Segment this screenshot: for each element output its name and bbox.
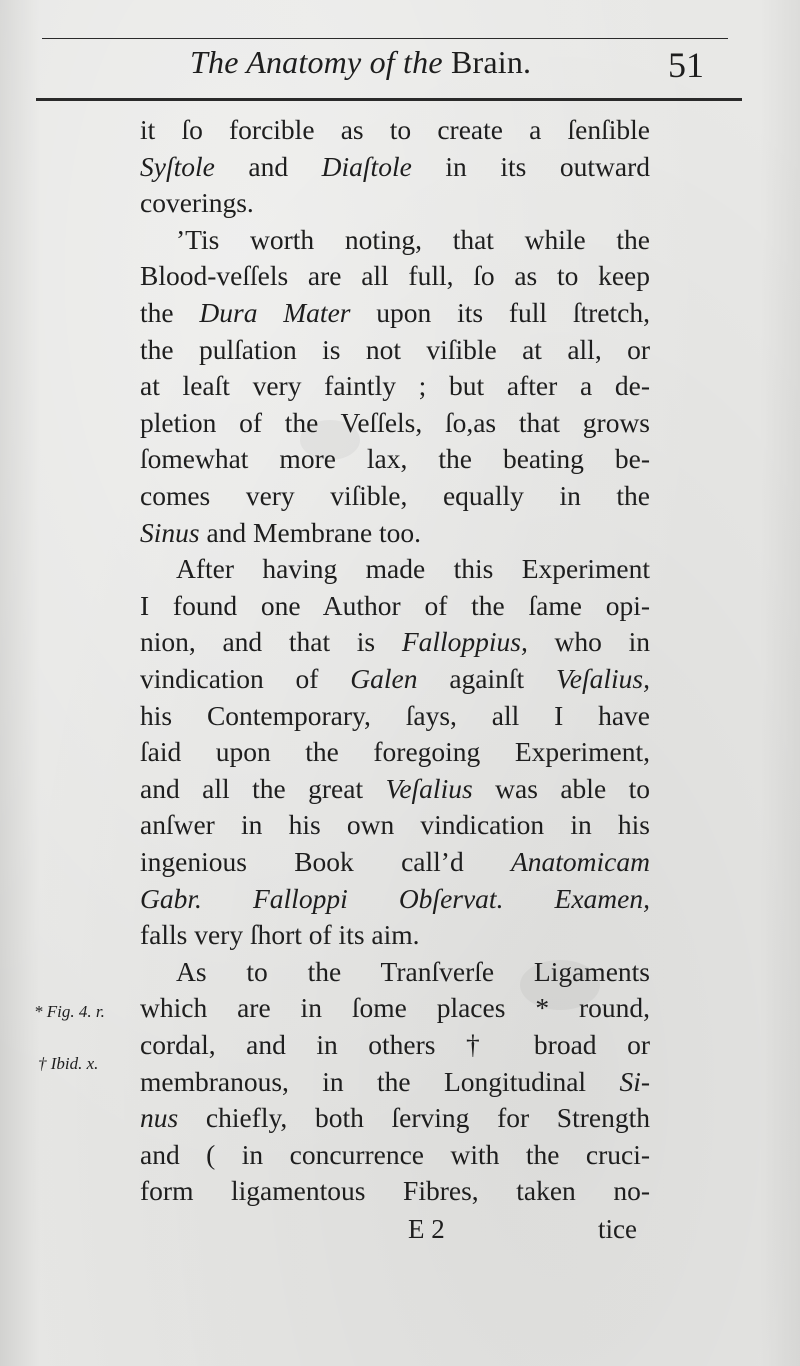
text-segment: which are in ſome places * round, — [140, 992, 650, 1024]
text-line — [140, 844, 650, 880]
text-line — [140, 734, 650, 770]
italic-segment: Falloppius, — [401, 626, 528, 658]
text-line — [140, 1137, 650, 1173]
text-line — [140, 295, 650, 331]
text-line — [140, 185, 650, 221]
text-line — [140, 332, 650, 368]
text-segment: coverings. — [140, 187, 254, 219]
catchword: tice — [598, 1214, 637, 1244]
text-line — [140, 954, 650, 990]
text-segment: upon its full ſtretch, — [350, 297, 650, 328]
italic-segment: Syſtole — [140, 150, 215, 182]
text-line — [140, 441, 650, 477]
text-line — [140, 698, 650, 734]
italic-segment: Dura Mater — [199, 297, 351, 328]
text-segment: form ligamentous Fibres, taken no- — [140, 1175, 650, 1207]
text-line — [140, 807, 650, 843]
text-segment: the — [140, 297, 200, 328]
text-line — [140, 624, 650, 660]
text-segment: I found one Author of the ſame opi- — [140, 589, 650, 621]
text-segment: it ſo forcible as to create a ſenſible — [140, 114, 650, 145]
italic-segment: Anatomicam — [510, 846, 650, 877]
header-rule-top — [42, 38, 728, 39]
running-head — [190, 44, 531, 81]
text-segment: againſt — [417, 663, 557, 694]
margin-note-ibid: † Ibid. x. — [38, 1054, 99, 1073]
text-segment: at leaſt very faintly ; but after a de- — [140, 370, 650, 402]
text-line — [140, 1100, 650, 1136]
text-segment: and ( in concurrence with the cruci- — [140, 1138, 650, 1170]
italic-segment: Galen — [350, 663, 418, 694]
text-line — [140, 222, 650, 258]
text-segment: and — [214, 150, 322, 182]
italic-segment: Veſalius, — [556, 663, 650, 694]
text-segment: membranous, in the Longitudinal — [140, 1065, 620, 1097]
italic-segment: Sinus — [140, 516, 200, 548]
text-segment: in its outward — [411, 150, 650, 182]
text-line — [140, 478, 650, 514]
text-line — [140, 368, 650, 404]
text-segment: As to the Tranſverſe Ligaments — [176, 955, 650, 987]
italic-segment: Veſalius — [385, 772, 473, 804]
text-segment: his Contemporary, ſays, all I have — [140, 699, 650, 731]
text-segment: chiefly, both ſerving for Strength — [178, 1102, 650, 1134]
text-line — [140, 515, 650, 551]
running-head-title-upright: Brain. — [450, 44, 532, 80]
text-line — [140, 405, 650, 441]
text-segment: After having made this Experiment — [176, 553, 650, 585]
text-segment: who in — [527, 626, 650, 658]
text-segment: vindication of — [140, 663, 351, 694]
text-line — [140, 1027, 650, 1063]
text-segment: anſwer in his own vindication in his — [140, 809, 650, 841]
text-segment: pletion of the Veſſels, ſo,as that grows — [140, 406, 650, 438]
page-number: 51 — [668, 45, 704, 85]
header-rule-bottom — [36, 98, 742, 101]
signature-mark: E 2 — [408, 1214, 445, 1244]
italic-segment: Si- — [619, 1065, 650, 1097]
text-segment: ingenious Book call’d — [140, 846, 511, 877]
text-segment: the pulſation is not viſible at all, or — [140, 333, 650, 365]
text-segment: was able to — [472, 772, 650, 804]
running-head-title-italic: The Anatomy of the — [190, 44, 443, 80]
text-line — [140, 149, 650, 185]
text-line — [140, 771, 650, 807]
text-line — [140, 1173, 650, 1209]
text-line — [140, 258, 650, 294]
margin-note-fig: * Fig. 4. r. — [34, 1002, 105, 1021]
text-segment: cordal, and in others † broad or — [140, 1029, 650, 1060]
text-line — [140, 551, 650, 587]
text-segment: ſomewhat more lax, the beating be- — [140, 443, 650, 475]
text-segment: Blood-veſſels are all full, ſo as to keep — [140, 260, 650, 292]
text-segment: and all the great — [140, 772, 386, 804]
text-line — [140, 588, 650, 624]
text-segment: ſaid upon the foregoing Experiment, — [140, 736, 650, 768]
text-line — [140, 990, 650, 1026]
italic-segment: Diaſtole — [321, 150, 412, 182]
text-segment: falls very ſhort of its aim. — [140, 919, 420, 951]
text-line — [140, 661, 650, 697]
text-line — [140, 881, 650, 917]
text-segment: and Membrane too. — [199, 516, 422, 548]
text-segment: nion, and that is — [140, 626, 402, 658]
text-line — [140, 917, 650, 953]
text-line — [140, 112, 650, 148]
italic-segment: Gabr. Falloppi Obſervat. Examen, — [140, 882, 650, 914]
italic-segment: nus — [140, 1102, 179, 1134]
text-segment: ’Tis worth noting, that while the — [176, 223, 650, 255]
text-line — [140, 1064, 650, 1100]
text-segment: comes very viſible, equally in the — [140, 480, 650, 511]
